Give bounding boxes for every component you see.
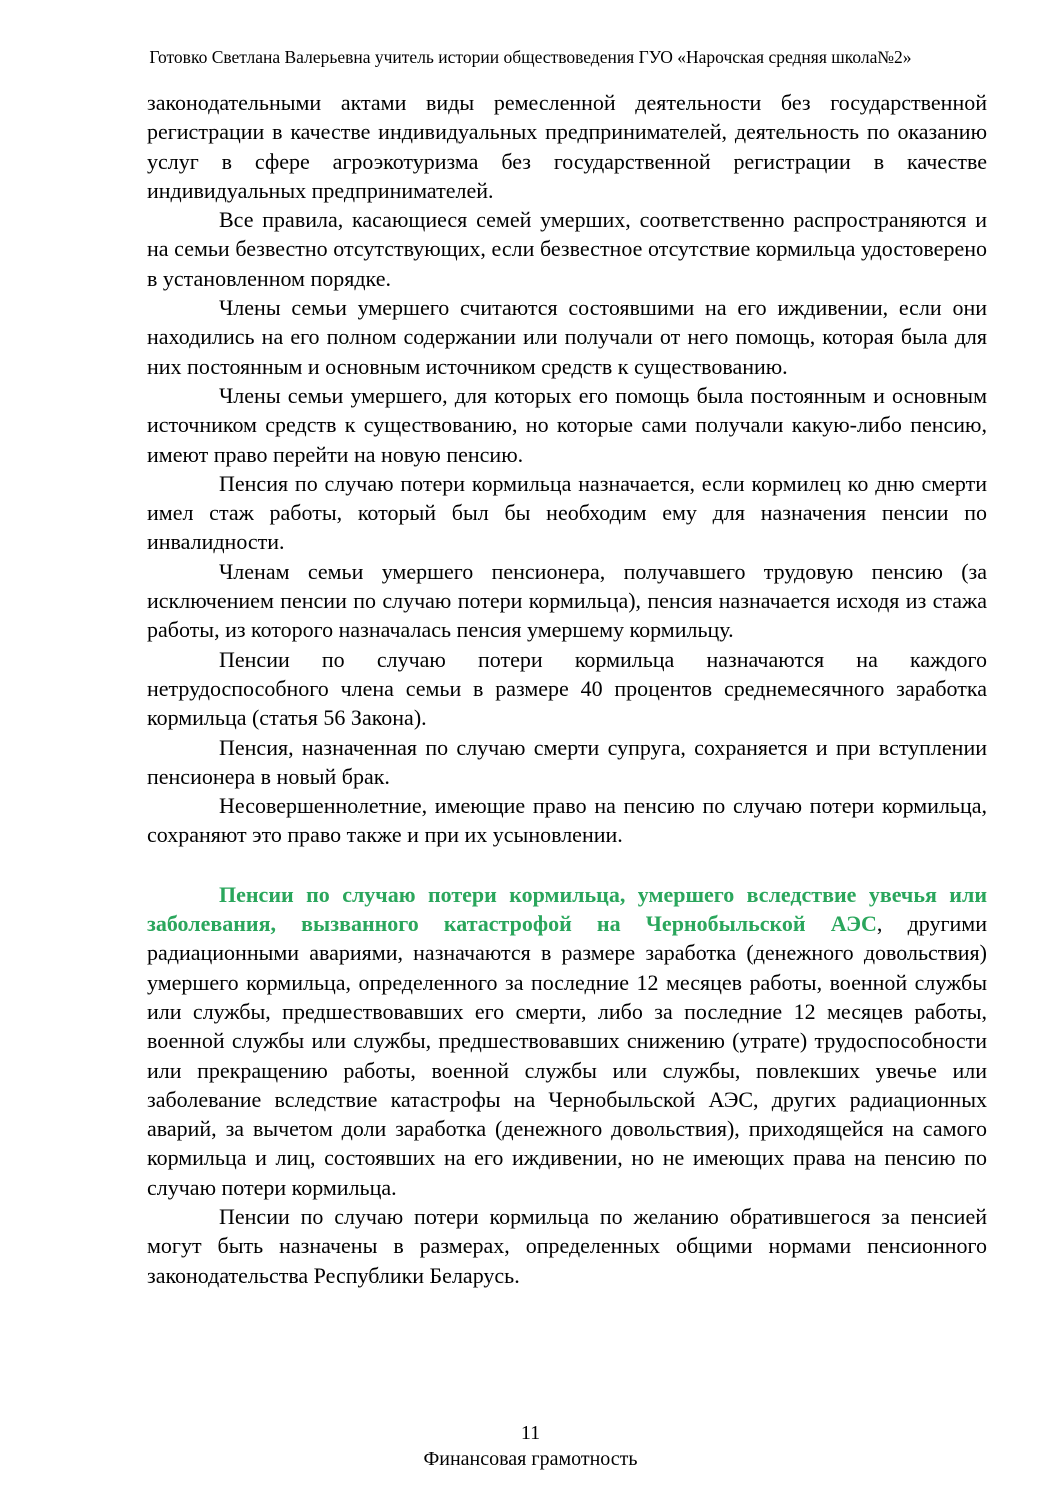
page-number: 11	[520, 1422, 541, 1444]
paragraph-text: , другими радиационными авариями, назначаются в размере заработка (денежного довольствия) умершего кормильца, определенного за последние 12 месяцев работы, военной службы или службы, предшествовавших его смерти, либо за последние 12 месяцев работы, военной службы или службы, предшествовавших снижению (утрате) трудоспособности или прекращению работы, военной службы или службы, повлекших увечье или заболевание вследствие катастрофы на Чернобыльской АЭС, других радиационных аварий, за вычетом доли заработка (денежного довольствия), приходящейся на самого кормильца и лиц, состоявших на его иждивении, но не имеющих права на пенсию по случаю потери кормильца.	[147, 911, 987, 1200]
body-paragraph: Несовершеннолетние, имеющие право на пенсию по случаю потери кормильца, сохраняют это право также и при их усыновлении.	[147, 793, 987, 848]
footer-title: Финансовая грамотность	[423, 1448, 638, 1470]
page-header: Готовко Светлана Валерьевна учитель истории обществоведения ГУО «Нарочская средняя школа№2»	[149, 47, 912, 67]
body-paragraph: Членам семьи умершего пенсионера, получавшего трудовую пенсию (за исключением пенсии по случаю потери кормильца), пенсия назначается исходя из стажа работы, из которого назначалась пенсия умершему кормильцу.	[147, 558, 987, 643]
body-paragraph: Пенсия, назначенная по случаю смерти супруга, сохраняется и при вступлении пенсионера в новый брак.	[147, 734, 987, 789]
body-paragraph: Все правила, касающиеся семей умерших, соответственно распространяются и на семьи безвестно отсутствующих, если безвестное отсутствие кормильца удостоверено в установленном порядке.	[147, 207, 987, 291]
body-paragraph: Члены семьи умершего, для которых его помощь была постоянным и основным источником средств к существованию, но которые сами получали какую-либо пенсию, имеют право перейти на новую пенсию.	[147, 382, 987, 467]
body-paragraph: Члены семьи умершего считаются состоявшими на его иждивении, если они находились на его полном содержании или получали от него помощь, которая была для них постоянным и основным источником средств к существованию.	[147, 295, 987, 379]
body-paragraph: Пенсия по случаю потери кормильца назначается, если кормилец ко дню смерти имел стаж работы, который был бы необходим ему для назначения пенсии по инвалидности.	[147, 470, 987, 555]
highlight-lead-text: Пенсии по случаю потери кормильца, умершего вследствие увечья или заболевания, вызванного катастрофой на Чернобыльской АЭС	[147, 881, 987, 937]
document-body	[147, 88, 987, 1290]
body-paragraph: Пенсии по случаю потери кормильца назначаются на каждого нетрудоспособного члена семьи в размере 40 процентов среднемесячного заработка кормильца (статья 56 Закона).	[147, 646, 987, 731]
body-paragraph: законодательными актами виды ремесленной деятельности без государственной регистрации в качестве индивидуальных предпринимателей, деятельность по оказанию услуг в сфере агроэкотуризма без государственной регистрации в качестве индивидуальных предпринимателей.	[147, 90, 987, 203]
page-footer	[0, 1420, 1061, 1472]
highlight-paragraph	[147, 880, 987, 1202]
body-paragraph: Пенсии по случаю потери кормильца по желанию обратившегося за пенсией могут быть назначены в размерах, определенных общими нормами пенсионного законодательства Республики Беларусь.	[147, 1203, 987, 1288]
blank-line-spacer	[147, 850, 987, 880]
